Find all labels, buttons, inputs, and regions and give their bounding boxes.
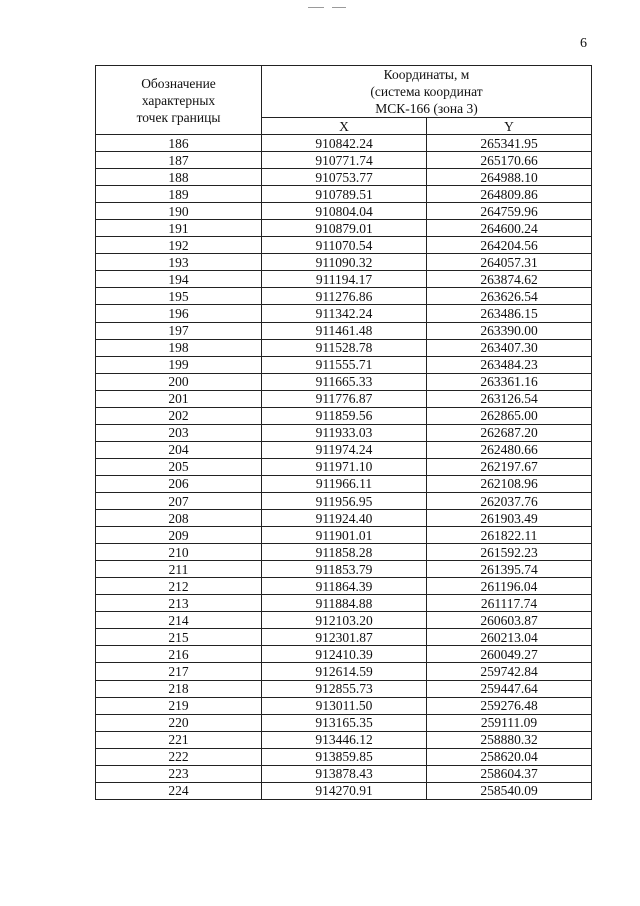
point-number-cell: 216 [96,646,262,663]
table-row [96,237,592,254]
x-coordinate-cell: 910753.77 [262,169,427,186]
table-row [96,203,592,220]
x-coordinate-cell: 911070.54 [262,237,427,254]
x-coordinate-cell: 913446.12 [262,731,427,748]
y-coordinate-cell: 262865.00 [427,407,592,424]
table-row [96,561,592,578]
point-number-cell: 198 [96,339,262,356]
table-row [96,373,592,390]
y-coordinate-cell: 264600.24 [427,220,592,237]
x-coordinate-cell: 911555.71 [262,356,427,373]
x-coordinate-cell: 910789.51 [262,186,427,203]
y-coordinate-cell: 265341.95 [427,135,592,152]
point-number-cell: 199 [96,356,262,373]
point-number-cell: 221 [96,731,262,748]
x-coordinate-cell: 911956.95 [262,492,427,509]
point-number-cell: 202 [96,407,262,424]
x-coordinate-cell: 912855.73 [262,680,427,697]
point-number-cell: 209 [96,527,262,544]
y-coordinate-cell: 260603.87 [427,612,592,629]
y-coordinate-cell: 264809.86 [427,186,592,203]
top-scan-marks [308,4,352,10]
table-row [96,765,592,782]
coordinates-header-line: Координаты, м [383,67,470,82]
y-coordinate-cell: 264057.31 [427,254,592,271]
point-number-cell: 194 [96,271,262,288]
x-coordinate-cell: 913878.43 [262,765,427,782]
point-header-line: Обозначение [141,75,216,91]
x-coordinate-cell: 911966.11 [262,475,427,492]
table-row [96,186,592,203]
y-coordinate-cell: 261592.23 [427,544,592,561]
x-coordinate-cell: 911194.17 [262,271,427,288]
coordinates-table [95,65,592,800]
x-coordinate-cell: 910771.74 [262,152,427,169]
point-number-cell: 186 [96,135,262,152]
x-coordinate-cell: 911461.48 [262,322,427,339]
x-column-header: X [262,118,427,135]
table-row [96,680,592,697]
y-coordinate-cell: 263874.62 [427,271,592,288]
y-coordinate-cell: 258540.09 [427,782,592,799]
y-coordinate-cell: 263486.15 [427,305,592,322]
y-coordinate-cell: 263484.23 [427,356,592,373]
x-coordinate-cell: 912103.20 [262,612,427,629]
point-number-cell: 196 [96,305,262,322]
y-coordinate-cell: 261903.49 [427,510,592,527]
table-row [96,612,592,629]
table-row [96,169,592,186]
coordinates-header-line: (система координат [370,84,483,99]
point-number-cell: 204 [96,441,262,458]
point-number-cell: 192 [96,237,262,254]
coordinates-header [262,66,592,118]
table-row [96,424,592,441]
point-number-cell: 208 [96,510,262,527]
y-coordinate-cell: 261395.74 [427,561,592,578]
point-number-cell: 215 [96,629,262,646]
table-row [96,390,592,407]
table-row [96,288,592,305]
x-coordinate-cell: 912301.87 [262,629,427,646]
table-row [96,714,592,731]
x-coordinate-cell: 910804.04 [262,203,427,220]
y-coordinate-cell: 262687.20 [427,424,592,441]
point-number-cell: 200 [96,373,262,390]
x-coordinate-cell: 912614.59 [262,663,427,680]
table-row [96,152,592,169]
y-coordinate-cell: 265170.66 [427,152,592,169]
x-coordinate-cell: 911090.32 [262,254,427,271]
x-coordinate-cell: 913859.85 [262,748,427,765]
coordinates-header-line: МСК-166 (зона 3) [375,101,478,116]
y-coordinate-cell: 262108.96 [427,475,592,492]
point-number-cell: 211 [96,561,262,578]
x-coordinate-cell: 911276.86 [262,288,427,305]
point-number-cell: 197 [96,322,262,339]
table-row [96,305,592,322]
x-coordinate-cell: 910879.01 [262,220,427,237]
table-row [96,339,592,356]
point-number-cell: 193 [96,254,262,271]
x-coordinate-cell: 911776.87 [262,390,427,407]
table-row [96,475,592,492]
x-coordinate-cell: 912410.39 [262,646,427,663]
x-coordinate-cell: 913165.35 [262,714,427,731]
table-row [96,407,592,424]
y-coordinate-cell: 260049.27 [427,646,592,663]
x-coordinate-cell: 911859.56 [262,407,427,424]
table-row [96,510,592,527]
table-row [96,646,592,663]
table-row [96,629,592,646]
point-number-cell: 218 [96,680,262,697]
point-number-cell: 222 [96,748,262,765]
y-coordinate-cell: 264988.10 [427,169,592,186]
x-coordinate-cell: 911853.79 [262,561,427,578]
y-coordinate-cell: 263390.00 [427,322,592,339]
y-coordinate-cell: 263626.54 [427,288,592,305]
x-coordinate-cell: 911342.24 [262,305,427,322]
y-coordinate-cell: 261822.11 [427,527,592,544]
y-coordinate-cell: 259276.48 [427,697,592,714]
table-row [96,595,592,612]
x-coordinate-cell: 911858.28 [262,544,427,561]
x-coordinate-cell: 911933.03 [262,424,427,441]
table-row [96,356,592,373]
table-row [96,135,592,152]
table-row [96,527,592,544]
y-coordinate-cell: 263361.16 [427,373,592,390]
x-coordinate-cell: 911901.01 [262,527,427,544]
y-coordinate-cell: 264759.96 [427,203,592,220]
y-coordinate-cell: 260213.04 [427,629,592,646]
point-number-cell: 187 [96,152,262,169]
table-row [96,458,592,475]
x-coordinate-cell: 913011.50 [262,697,427,714]
table-row [96,731,592,748]
table-row [96,254,592,271]
x-coordinate-cell: 914270.91 [262,782,427,799]
point-number-cell: 195 [96,288,262,305]
point-number-cell: 213 [96,595,262,612]
table-row [96,748,592,765]
point-number-cell: 223 [96,765,262,782]
point-number-cell: 190 [96,203,262,220]
point-header-line: характерных [141,92,216,108]
point-number-cell: 205 [96,458,262,475]
y-coordinate-cell: 259447.64 [427,680,592,697]
point-number-cell: 219 [96,697,262,714]
y-coordinate-cell: 261117.74 [427,595,592,612]
table-row [96,271,592,288]
table-row [96,322,592,339]
y-coordinate-cell: 261196.04 [427,578,592,595]
table-row [96,578,592,595]
table-row [96,220,592,237]
point-number-cell: 214 [96,612,262,629]
point-number-cell: 188 [96,169,262,186]
x-coordinate-cell: 911864.39 [262,578,427,595]
table-row [96,782,592,799]
point-number-cell: 207 [96,492,262,509]
y-coordinate-cell: 262197.67 [427,458,592,475]
y-coordinate-cell: 259111.09 [427,714,592,731]
y-coordinate-cell: 258604.37 [427,765,592,782]
point-number-cell: 217 [96,663,262,680]
x-coordinate-cell: 911528.78 [262,339,427,356]
point-number-cell: 189 [96,186,262,203]
table-row [96,663,592,680]
point-number-cell: 203 [96,424,262,441]
table-row [96,492,592,509]
y-coordinate-cell: 263126.54 [427,390,592,407]
y-coordinate-cell: 258620.04 [427,748,592,765]
point-number-cell: 191 [96,220,262,237]
x-coordinate-cell: 911971.10 [262,458,427,475]
table-row [96,544,592,561]
x-coordinate-cell: 911884.88 [262,595,427,612]
point-number-cell: 224 [96,782,262,799]
x-coordinate-cell: 910842.24 [262,135,427,152]
y-coordinate-cell: 263407.30 [427,339,592,356]
y-coordinate-cell: 264204.56 [427,237,592,254]
y-coordinate-cell: 262480.66 [427,441,592,458]
point-designation-header [96,66,262,135]
x-coordinate-cell: 911924.40 [262,510,427,527]
point-number-cell: 201 [96,390,262,407]
y-coordinate-cell: 262037.76 [427,492,592,509]
y-coordinate-cell: 259742.84 [427,663,592,680]
page-number: 6 [580,36,587,51]
x-coordinate-cell: 911974.24 [262,441,427,458]
coordinates-table-body [96,135,592,800]
x-coordinate-cell: 911665.33 [262,373,427,390]
y-coordinate-cell: 258880.32 [427,731,592,748]
y-column-header: Y [427,118,592,135]
point-number-cell: 206 [96,475,262,492]
point-number-cell: 212 [96,578,262,595]
point-number-cell: 210 [96,544,262,561]
table-row [96,697,592,714]
table-row [96,441,592,458]
point-header-line: точек границы [136,109,221,125]
point-number-cell: 220 [96,714,262,731]
